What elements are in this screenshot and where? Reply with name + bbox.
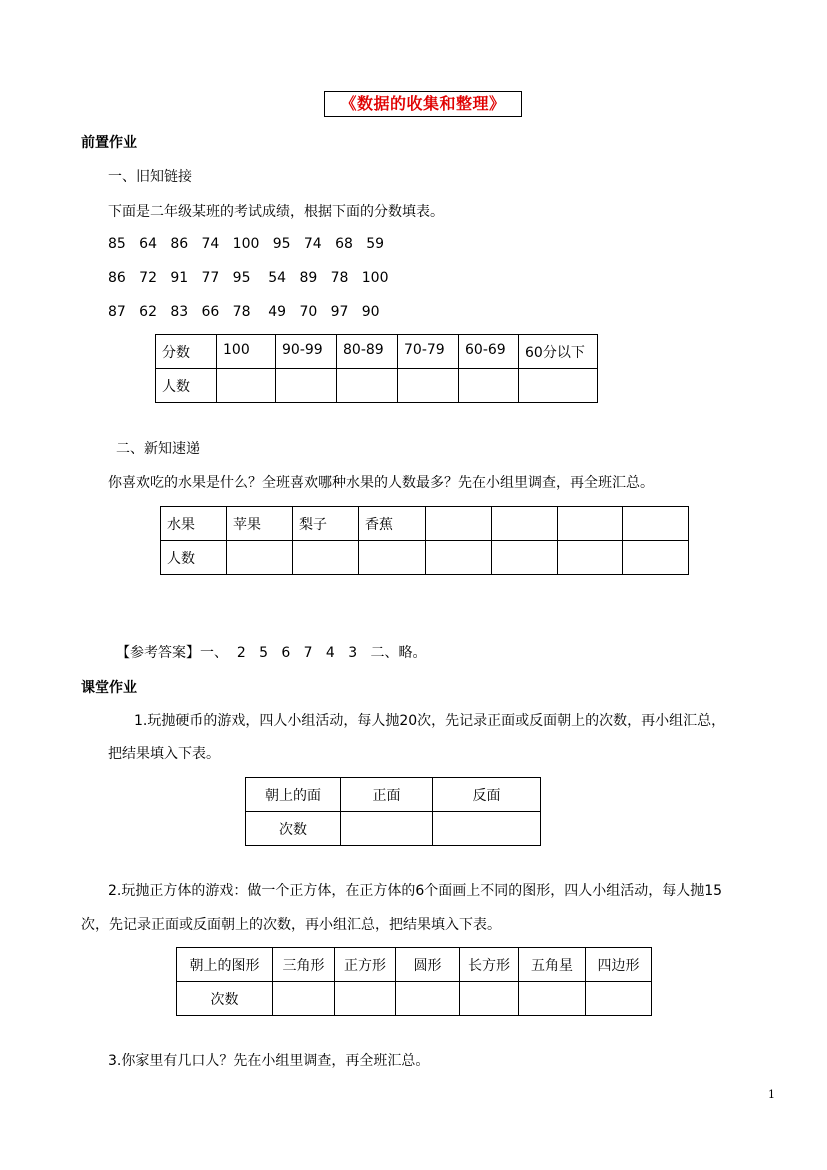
cube-table-cell[interactable] <box>396 982 460 1016</box>
fruit-table-header: 水果 <box>161 507 227 541</box>
question-3: 3.你家里有几口人？先在小组里调查，再全班汇总。 <box>108 1053 430 1069</box>
question-2-line-1: 2.玩抛正方体的游戏：做一个正方体，在正方体的6个面画上不同的图形，四人小组活动，每人抛15 <box>108 883 723 899</box>
fruit-table-header[interactable] <box>426 507 492 541</box>
page-number: 1 <box>768 1088 775 1101</box>
score-table-header: 100 <box>217 335 276 369</box>
section1-intro: 下面是二年级某班的考试成绩，根据下面的分数填表。 <box>108 204 444 220</box>
fruit-table-cell[interactable] <box>359 541 426 575</box>
fruit-table-cell[interactable] <box>492 541 558 575</box>
fruit-table-header[interactable] <box>623 507 689 541</box>
fruit-table-header: 梨子 <box>293 507 359 541</box>
scores-row-3: 87 62 83 66 78 49 70 97 90 <box>108 304 380 320</box>
cube-table-row-label: 次数 <box>177 982 273 1016</box>
score-table-header: 60分以下 <box>519 335 598 369</box>
fruit-table <box>160 506 689 575</box>
fruit-table-header: 香蕉 <box>359 507 426 541</box>
score-table-cell[interactable] <box>398 369 459 403</box>
class-homework-heading: 课堂作业 <box>81 680 137 696</box>
score-table-header: 60-69 <box>459 335 519 369</box>
coin-table-cell[interactable] <box>341 812 433 846</box>
cube-table-header: 五角星 <box>519 948 586 982</box>
score-table-cell[interactable] <box>337 369 398 403</box>
fruit-table-cell[interactable] <box>623 541 689 575</box>
section2-intro: 你喜欢吃的水果是什么？全班喜欢哪种水果的人数最多？先在小组里调查，再全班汇总。 <box>108 475 654 491</box>
document-title: 《数据的收集和整理》 <box>340 94 506 113</box>
cube-table-cell[interactable] <box>519 982 586 1016</box>
question-2-line-2: 次，先记录正面或反面朝上的次数，再小组汇总，把结果填入下表。 <box>81 917 501 933</box>
coin-table <box>245 777 541 846</box>
fruit-table-cell[interactable] <box>558 541 623 575</box>
scores-row-1: 85 64 86 74 100 95 74 68 59 <box>108 236 385 252</box>
coin-table-row-label: 次数 <box>246 812 341 846</box>
cube-table <box>176 947 652 1016</box>
score-table-cell[interactable] <box>459 369 519 403</box>
cube-table-cell[interactable] <box>586 982 652 1016</box>
cube-table-header: 正方形 <box>335 948 396 982</box>
cube-table-header: 圆形 <box>396 948 460 982</box>
pre-homework-heading: 前置作业 <box>81 135 137 151</box>
score-table-header: 80-89 <box>337 335 398 369</box>
fruit-table-header: 苹果 <box>227 507 293 541</box>
section1-heading: 一、旧知链接 <box>108 169 192 185</box>
cube-table-cell[interactable] <box>273 982 335 1016</box>
score-table-header: 70-79 <box>398 335 459 369</box>
cube-table-cell[interactable] <box>460 982 519 1016</box>
score-table-cell[interactable] <box>519 369 598 403</box>
fruit-table-header[interactable] <box>492 507 558 541</box>
fruit-table-cell[interactable] <box>426 541 492 575</box>
cube-table-cell[interactable] <box>335 982 396 1016</box>
score-table-cell[interactable] <box>217 369 276 403</box>
cube-table-header: 三角形 <box>273 948 335 982</box>
coin-table-header: 反面 <box>433 778 541 812</box>
scores-row-2: 86 72 91 77 95 54 89 78 100 <box>108 270 389 286</box>
score-table-header: 分数 <box>156 335 217 369</box>
cube-table-header: 四边形 <box>586 948 652 982</box>
fruit-table-row-label: 人数 <box>161 541 227 575</box>
coin-table-header: 正面 <box>341 778 433 812</box>
score-table-header: 90-99 <box>276 335 337 369</box>
title-box <box>324 91 522 117</box>
reference-answer: 【参考答案】一、 2 5 6 7 4 3 二、略。 <box>116 645 427 661</box>
fruit-table-cell[interactable] <box>227 541 293 575</box>
coin-table-cell[interactable] <box>433 812 541 846</box>
score-table-row-label: 人数 <box>156 369 217 403</box>
question-1-line-2: 把结果填入下表。 <box>108 746 220 762</box>
score-table <box>155 334 598 403</box>
score-table-cell[interactable] <box>276 369 337 403</box>
section2-heading: 二、新知速递 <box>116 441 200 457</box>
question-1-line-1: 1.玩抛硬币的游戏，四人小组活动，每人抛20次，先记录正面或反面朝上的次数，再小组汇总， <box>134 713 726 729</box>
cube-table-header: 朝上的图形 <box>177 948 273 982</box>
coin-table-header: 朝上的面 <box>246 778 341 812</box>
fruit-table-cell[interactable] <box>293 541 359 575</box>
fruit-table-header[interactable] <box>558 507 623 541</box>
cube-table-header: 长方形 <box>460 948 519 982</box>
